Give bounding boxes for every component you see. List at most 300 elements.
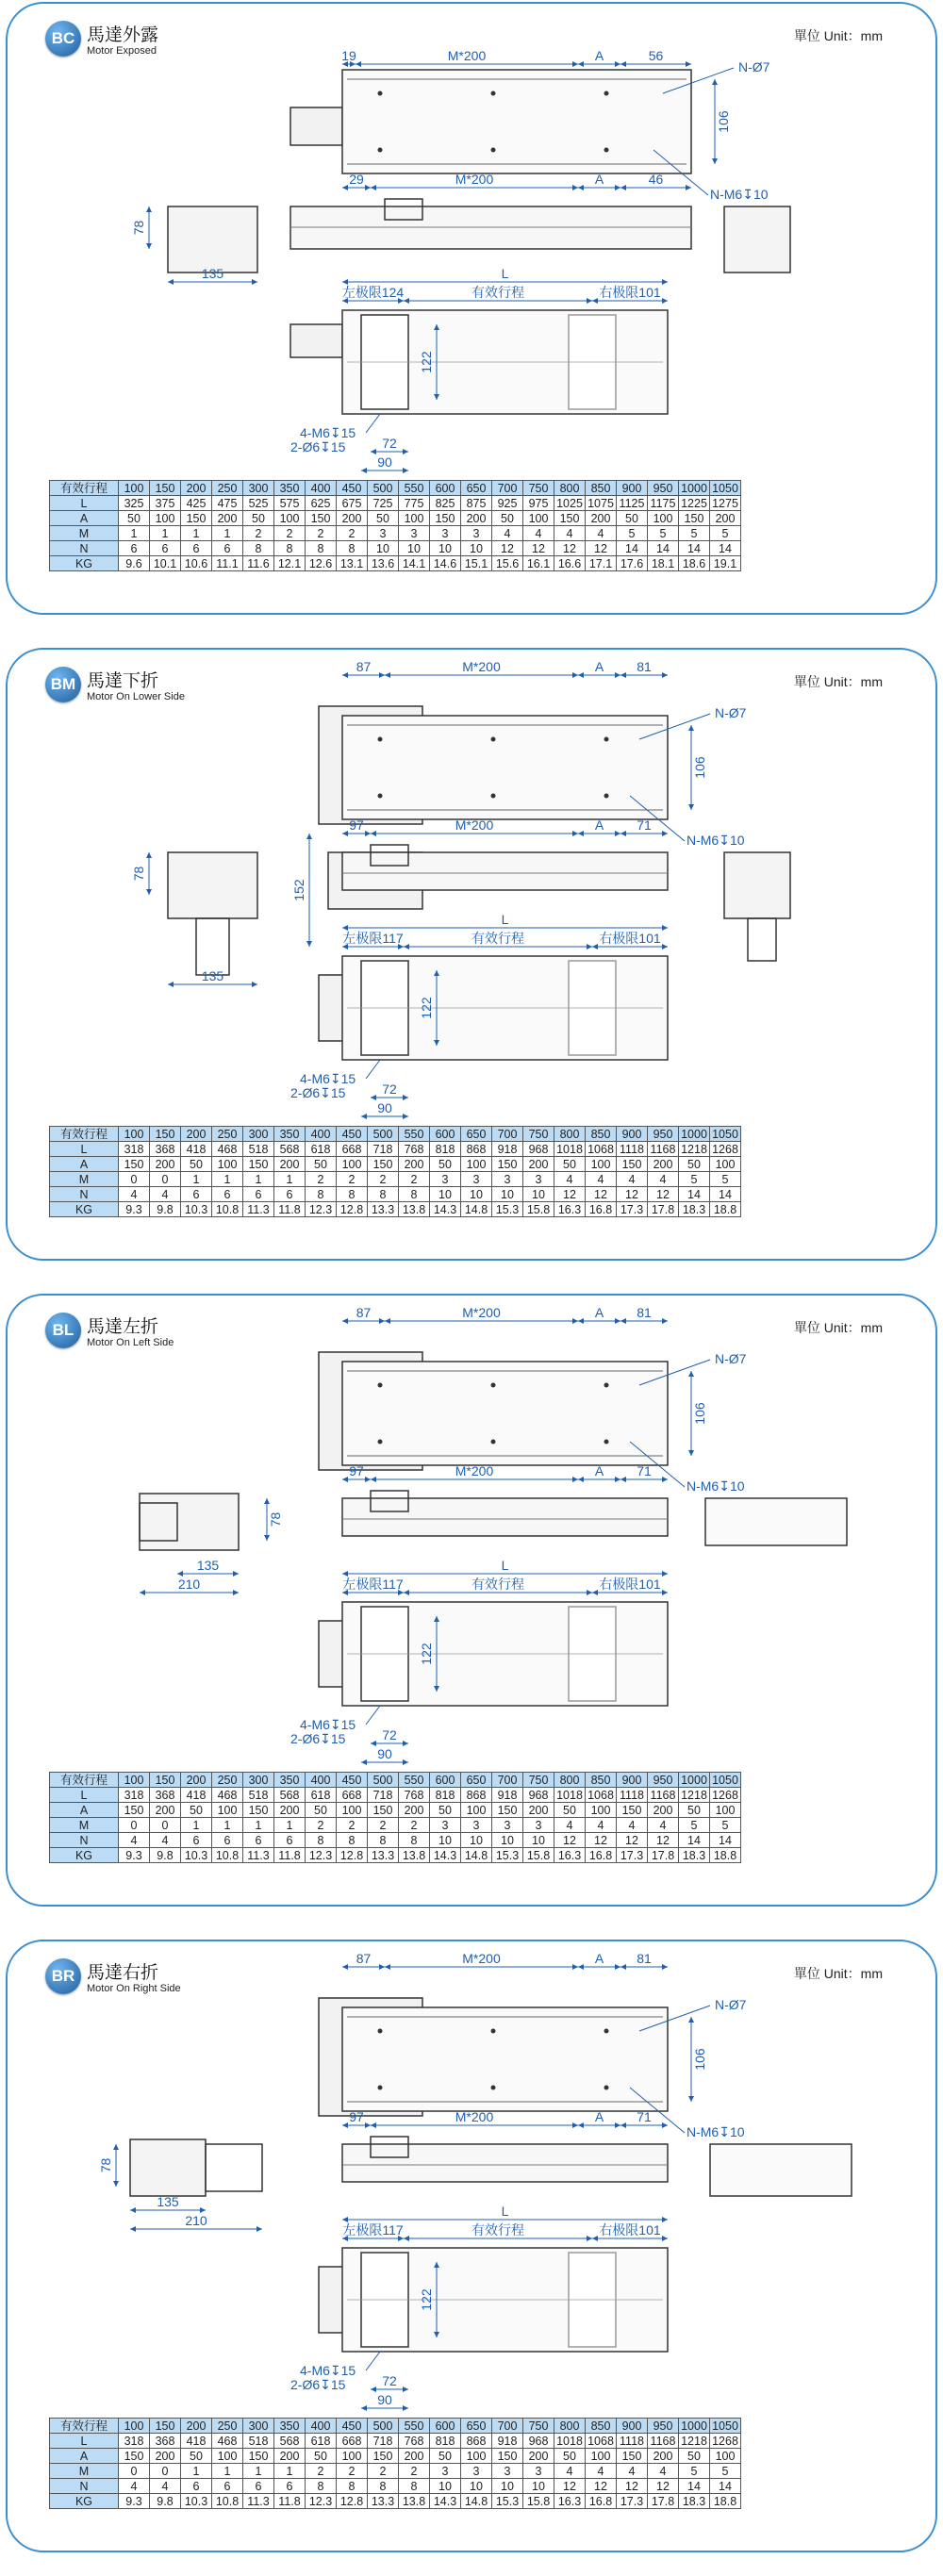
table-cell: 2 [368,1172,399,1187]
table-cell: 10.3 [181,1848,212,1863]
panel-bl [6,1294,937,1907]
table-cell: 2 [306,1818,337,1833]
dim-left-limit: 左极限117 [342,931,404,946]
table-cell: 15.8 [523,1202,554,1217]
dim-90: 90 [377,1100,392,1115]
table-cell: 4 [586,1172,617,1187]
table-cell: 2 [337,526,368,541]
table-cell: 3 [461,2464,492,2479]
table-row [50,1773,741,1788]
dim-stroke: 有效行程 [472,2222,524,2237]
table-cell: 2 [306,526,337,541]
table-cell: 10 [399,541,430,556]
table-cell: 4 [523,526,554,541]
table-cell: 3 [523,1818,554,1833]
mount-hole [604,91,609,96]
table-cell: 1 [243,1818,274,1833]
table-cell: 6 [212,2479,243,2494]
table-cell: 0 [119,1172,150,1187]
dim-L: L [501,1558,509,1573]
dim-top-left: 87 [356,659,372,674]
table-cell: 1118 [617,1788,648,1803]
table-cell: 14 [679,1833,710,1848]
table-cell: 100 [586,2449,617,2464]
table-cell: 500 [368,1127,399,1142]
table-row [50,1142,741,1157]
table-cell: 750 [523,1127,554,1142]
table-cell: 100 [212,2449,243,2464]
table-cell: 650 [461,1773,492,1788]
table-cell: 50 [679,1157,710,1172]
dim-top-right: 81 [637,1951,652,1966]
table-cell: 1068 [586,2434,617,2449]
table-cell: 14.3 [430,1848,461,1863]
dim-m200-bot: M*200 [455,2109,494,2124]
table-cell: 5 [679,526,710,541]
table-cell: 200 [181,481,212,496]
table-cell: 1118 [617,1142,648,1157]
panel-br [6,1940,937,2552]
table-cell: 568 [274,1788,306,1803]
table-cell: 4 [119,2479,150,2494]
dim-stroke: 有效行程 [472,285,524,300]
row-header: N [50,541,119,556]
dim-bot-right: 46 [648,172,664,187]
table-cell: 1 [181,526,212,541]
table-cell: 4 [648,1818,679,1833]
table-cell: 150 [150,1773,181,1788]
label-hole-bot: N-M6↧10 [687,1478,745,1494]
dim-L: L [501,2204,509,2219]
table-row [50,2479,741,2494]
table-cell: 200 [523,1803,554,1818]
table-cell: 418 [181,1788,212,1803]
label-hole-bot: N-M6↧10 [687,833,745,848]
table-cell: 50 [306,1157,337,1172]
table-cell: 14.3 [430,1202,461,1217]
dim-side-height: 152 [291,879,306,901]
table-cell: 500 [368,481,399,496]
table-cell: 725 [368,496,399,511]
label-pin: 2-Ø6↧15 [290,1085,346,1100]
table-row [50,1172,741,1187]
dim-top-left: 87 [356,1305,372,1320]
table-cell: 10 [492,2479,523,2494]
table-cell: 1 [274,1818,306,1833]
table-cell: 200 [648,2449,679,2464]
table-cell: 11.8 [274,1202,306,1217]
dim-a-bot: A [594,172,604,187]
table-cell: 4 [648,2464,679,2479]
table-cell: 14 [679,1187,710,1202]
table-cell: 518 [243,1142,274,1157]
table-cell: 300 [243,1127,274,1142]
table-cell: 675 [337,496,368,511]
mount-hole [604,2086,609,2090]
table-cell: 650 [461,2419,492,2434]
dim-end-width-total: 210 [177,1577,201,1592]
table-cell: 10 [430,1833,461,1848]
table-cell: 9.3 [119,2494,150,2509]
table-cell: 0 [150,2464,181,2479]
table-cell: 15.3 [492,1202,523,1217]
model-badge: BR [45,1958,81,1994]
table-cell: 1000 [679,1127,710,1142]
table-row [50,1788,741,1803]
table-cell: 14 [617,541,648,556]
table-cell: 16.1 [523,556,554,571]
table-cell: 150 [181,511,212,526]
table-cell: 368 [150,2434,181,2449]
label-bolt: 4-M6↧15 [300,2363,356,2378]
table-cell: 4 [150,1187,181,1202]
table-cell: 18.3 [679,1202,710,1217]
table-cell: 10.8 [212,1848,243,1863]
mount-hole [378,1440,383,1445]
row-header: M [50,1172,119,1187]
table-cell: 15.8 [523,1848,554,1863]
table-cell: 14 [710,2479,741,2494]
table-cell: 1 [274,1172,306,1187]
table-cell: 425 [181,496,212,511]
table-cell: 950 [648,1127,679,1142]
row-header: L [50,496,119,511]
table-cell: 3 [399,526,430,541]
row-header: A [50,1803,119,1818]
table-cell: 818 [430,2434,461,2449]
table-cell: 4 [617,1172,648,1187]
table-cell: 200 [710,511,741,526]
table-cell: 150 [368,1803,399,1818]
table-cell: 325 [119,496,150,511]
end-view-left [168,206,257,272]
mount-hole [491,1440,496,1445]
row-header: 有效行程 [50,481,119,496]
table-row [50,1187,741,1202]
title-cn: 馬達右折 [87,1963,159,1983]
table-cell: 1268 [710,2434,741,2449]
label-hole-top: N-Ø7 [738,59,770,74]
actuator-top-view [342,2007,668,2111]
table-cell: 250 [212,2419,243,2434]
dim-m200-bot: M*200 [455,817,494,833]
dim-height: 106 [692,1402,707,1425]
label-hole-top: N-Ø7 [715,705,747,720]
title-cn: 馬達左折 [87,1317,159,1337]
table-cell: 8 [337,1833,368,1848]
table-cell: 768 [399,2434,430,2449]
mount-hole [491,737,496,742]
table-cell: 768 [399,1142,430,1157]
table-cell: 12 [648,1187,679,1202]
panel-bm [6,648,937,1261]
row-header: KG [50,1848,119,1863]
panel-bc [6,2,937,615]
table-cell: 450 [337,481,368,496]
table-cell: 500 [368,1773,399,1788]
table-cell: 2 [368,2464,399,2479]
table-cell: 800 [554,2419,586,2434]
row-header: L [50,1788,119,1803]
table-cell: 975 [523,496,554,511]
table-cell: 4 [586,526,617,541]
table-cell: 0 [119,1818,150,1833]
table-cell: 1 [212,1172,243,1187]
table-cell: 150 [243,1803,274,1818]
table-cell: 568 [274,1142,306,1157]
table-cell: 200 [648,1157,679,1172]
table-cell: 12.8 [337,1848,368,1863]
row-header: L [50,1142,119,1157]
table-cell: 625 [306,496,337,511]
label-hole-bot: N-M6↧10 [710,187,769,202]
table-cell: 50 [306,1803,337,1818]
table-cell: 50 [368,511,399,526]
table-cell: 850 [586,2419,617,2434]
dim-a-bot: A [594,2109,604,2124]
table-cell: 17.3 [617,2494,648,2509]
title-en: Motor On Lower Side [87,691,185,702]
row-header: M [50,2464,119,2479]
table-cell: 918 [492,2434,523,2449]
table-cell: 15.3 [492,2494,523,2509]
mount-hole [491,91,496,96]
table-cell: 350 [274,2419,306,2434]
table-cell: 15.6 [492,556,523,571]
table-cell: 18.3 [679,1848,710,1863]
table-cell: 13.3 [368,2494,399,2509]
mount-hole [491,1383,496,1388]
table-cell: 13.8 [399,1848,430,1863]
table-cell: 100 [119,1127,150,1142]
table-cell: 850 [586,1773,617,1788]
dim-m200-top: M*200 [462,659,501,674]
table-cell: 8 [399,1833,430,1848]
mount-hole [378,1383,383,1388]
table-cell: 100 [119,2419,150,2434]
table-cell: 2 [337,1172,368,1187]
table-cell: 3 [430,1818,461,1833]
table-cell: 8 [368,2479,399,2494]
table-cell: 8 [337,1187,368,1202]
table-cell: 13.3 [368,1848,399,1863]
table-cell: 700 [492,1773,523,1788]
mount-hole [604,1440,609,1445]
table-cell: 1168 [648,1788,679,1803]
table-cell: 0 [150,1818,181,1833]
mount-hole [378,737,383,742]
table-cell: 700 [492,2419,523,2434]
table-cell: 6 [274,2479,306,2494]
table-cell: 1218 [679,2434,710,2449]
mount-hole [378,2029,383,2034]
table-cell: 600 [430,1127,461,1142]
table-cell: 868 [461,1142,492,1157]
table-cell: 8 [337,541,368,556]
table-cell: 150 [617,1157,648,1172]
spec-table [49,2418,741,2509]
dim-end-height: 78 [131,220,146,236]
table-cell: 10.1 [150,556,181,571]
table-cell: 50 [617,511,648,526]
table-cell: 100 [337,1157,368,1172]
unit-label: 單位 Unit：mm [793,674,883,689]
end-view-left [140,1494,239,1550]
table-cell: 1268 [710,1142,741,1157]
table-cell: 668 [337,1788,368,1803]
label-pin: 2-Ø6↧15 [290,1731,346,1746]
table-cell: 14 [710,541,741,556]
table-cell: 1000 [679,481,710,496]
table-cell: 50 [181,2449,212,2464]
table-cell: 300 [243,2419,274,2434]
table-cell: 668 [337,2434,368,2449]
mount-hole [491,2086,496,2090]
table-cell: 6 [212,1833,243,1848]
table-cell: 6 [274,1187,306,1202]
dim-right-limit: 右极限101 [599,1577,661,1592]
table-cell: 925 [492,496,523,511]
table-cell: 12 [492,541,523,556]
table-cell: 13.1 [337,556,368,571]
table-cell: 700 [492,1127,523,1142]
label-hole-bot: N-M6↧10 [687,2124,745,2139]
table-cell: 13.8 [399,1202,430,1217]
row-header: KG [50,1202,119,1217]
dim-a-top: A [594,1951,604,1966]
table-cell: 1050 [710,1773,741,1788]
table-cell: 3 [430,526,461,541]
dim-90: 90 [377,454,392,470]
table-cell: 200 [337,511,368,526]
row-header: A [50,2449,119,2464]
table-cell: 400 [306,1773,337,1788]
table-cell: 718 [368,2434,399,2449]
table-cell: 4 [617,2464,648,2479]
table-cell: 468 [212,2434,243,2449]
table-cell: 10.8 [212,1202,243,1217]
row-header: N [50,2479,119,2494]
table-cell: 368 [150,1142,181,1157]
table-cell: 418 [181,1142,212,1157]
table-cell: 875 [461,496,492,511]
dim-end-width: 135 [157,2194,179,2209]
table-cell: 12 [648,2479,679,2494]
table-cell: 1 [243,1172,274,1187]
table-cell: 900 [617,1127,648,1142]
table-cell: 1068 [586,1142,617,1157]
table-cell: 3 [461,526,492,541]
table-cell: 4 [554,2464,586,2479]
table-row [50,1803,741,1818]
table-cell: 50 [181,1157,212,1172]
table-cell: 16.8 [586,1848,617,1863]
table-cell: 50 [181,1803,212,1818]
table-cell: 3 [492,1172,523,1187]
table-row [50,526,741,541]
table-cell: 16.6 [554,556,586,571]
table-cell: 6 [150,541,181,556]
table-cell: 11.6 [243,556,274,571]
table-cell: 16.3 [554,1202,586,1217]
table-cell: 350 [274,481,306,496]
table-cell: 768 [399,1788,430,1803]
label-pin: 2-Ø6↧15 [290,2377,346,2392]
table-cell: 1050 [710,1127,741,1142]
table-cell: 600 [430,1773,461,1788]
table-cell: 12 [523,541,554,556]
dim-slider-height: 122 [419,1643,434,1665]
table-cell: 8 [306,2479,337,2494]
table-cell: 800 [554,1127,586,1142]
table-cell: 6 [212,541,243,556]
table-cell: 200 [150,2449,181,2464]
table-cell: 16.3 [554,1848,586,1863]
table-cell: 0 [119,2464,150,2479]
table-cell: 14 [679,2479,710,2494]
spec-table [49,480,741,571]
dim-bot-right: 71 [637,2109,652,2124]
row-header: N [50,1187,119,1202]
table-cell: 650 [461,1127,492,1142]
dim-end-width: 135 [196,1558,220,1573]
dim-end-width-total: 210 [185,2213,207,2228]
table-cell: 150 [617,2449,648,2464]
table-cell: 850 [586,481,617,496]
table-cell: 818 [430,1788,461,1803]
table-cell: 2 [399,2464,430,2479]
table-cell: 600 [430,481,461,496]
table-cell: 650 [461,481,492,496]
model-badge: BL [45,1313,81,1348]
table-cell: 4 [554,1818,586,1833]
table-cell: 14 [648,541,679,556]
table-cell: 200 [181,1127,212,1142]
table-cell: 1218 [679,1142,710,1157]
table-cell: 50 [306,2449,337,2464]
table-cell: 5 [710,2464,741,2479]
table-cell: 11.3 [243,1848,274,1863]
table-cell: 150 [243,1157,274,1172]
table-cell: 1018 [554,1142,586,1157]
table-cell: 2 [368,1818,399,1833]
table-cell: 10.3 [181,1202,212,1217]
table-cell: 100 [212,1803,243,1818]
table-cell: 1268 [710,1788,741,1803]
table-cell: 3 [430,2464,461,2479]
table-cell: 450 [337,2419,368,2434]
dim-left-limit: 左极限117 [342,2222,404,2237]
table-cell: 50 [430,1803,461,1818]
label-hole-top: N-Ø7 [715,1351,747,1366]
table-cell: 550 [399,1773,430,1788]
dim-90: 90 [377,2392,392,2407]
dim-end-width: 135 [201,968,224,983]
table-cell: 1018 [554,2434,586,2449]
motor-body-stroke [290,324,342,357]
table-cell: 9.6 [119,556,150,571]
table-cell: 575 [274,496,306,511]
table-row [50,511,741,526]
table-cell: 8 [337,2479,368,2494]
row-header: L [50,2434,119,2449]
dim-72: 72 [382,1082,397,1097]
table-cell: 3 [430,1172,461,1187]
table-cell: 1018 [554,1788,586,1803]
table-cell: 14 [679,541,710,556]
table-cell: 350 [274,1773,306,1788]
table-cell: 6 [243,1833,274,1848]
